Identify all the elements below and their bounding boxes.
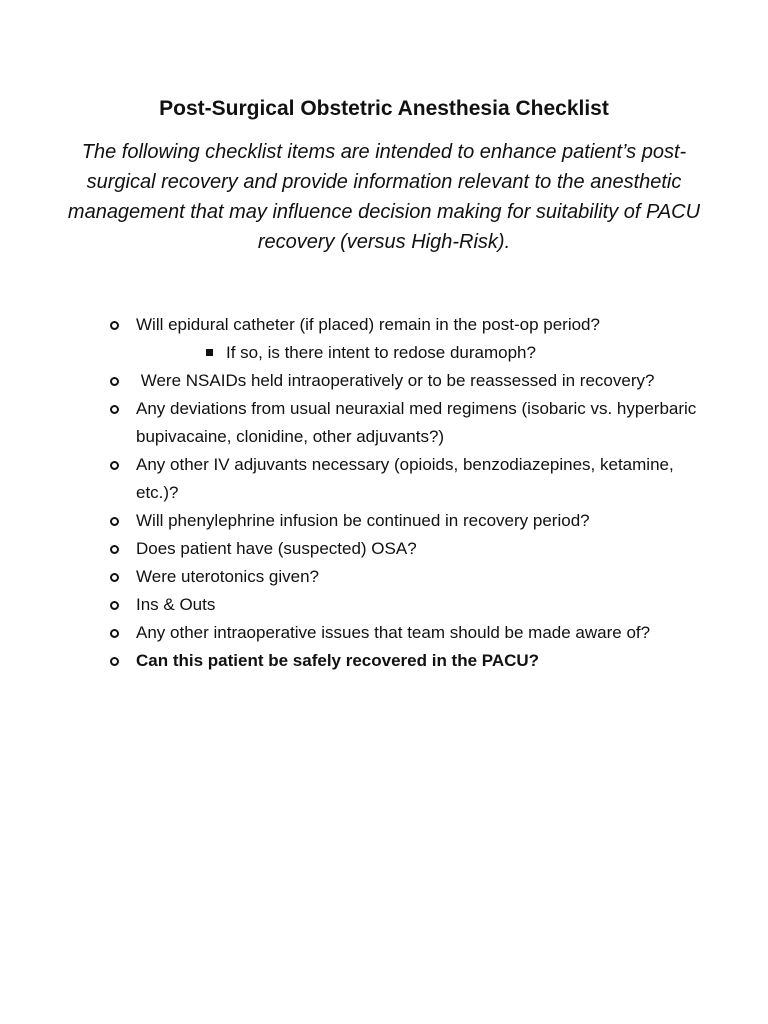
- document-title: Post-Surgical Obstetric Anesthesia Checklist: [159, 97, 609, 120]
- checklist-item-nsaids: [0, 367, 768, 395]
- checklist: [0, 311, 768, 675]
- checklist-item-text: Ins & Outs: [136, 595, 216, 614]
- checklist-item-epidural: [0, 311, 768, 339]
- hollow-circle-bullet-icon: [110, 573, 119, 582]
- checklist-item-other-issues: [0, 619, 768, 647]
- checklist-item-iv-adjuvants: [0, 451, 768, 507]
- checklist-item-ins-outs: [0, 591, 768, 619]
- hollow-circle-bullet-icon: [110, 405, 119, 414]
- checklist-item-text: Any other intraoperative issues that team should be made aware of?: [136, 623, 651, 642]
- hollow-circle-bullet-icon: [110, 657, 119, 666]
- hollow-circle-bullet-icon: [110, 461, 119, 470]
- checklist-item-text: Will epidural catheter (if placed) remain in the post-op period?: [136, 315, 600, 334]
- hollow-circle-bullet-icon: [110, 517, 119, 526]
- checklist-item-text: Will phenylephrine infusion be continued in recovery period?: [136, 511, 590, 530]
- checklist-item-phenylephrine: [0, 507, 768, 535]
- hollow-circle-bullet-icon: [110, 629, 119, 638]
- hollow-circle-bullet-icon: [110, 545, 119, 554]
- checklist-item-text: Were NSAIDs held intraoperatively or to be reassessed in recovery?: [136, 371, 655, 390]
- checklist-item-text: Any other IV adjuvants necessary (opioids, benzodiazepines, ketamine, etc.)?: [136, 455, 674, 502]
- hollow-circle-bullet-icon: [110, 321, 119, 330]
- document-intro: The following checklist items are intended to enhance patient’s post-surgical recovery and provide information relevant to the anesthetic management that may influence decision making for suitability of PACU recovery (versus High-Risk).: [67, 141, 701, 253]
- checklist-subitem-text: If so, is there intent to redose duramoph?: [226, 343, 536, 362]
- checklist-item-pacu-recovery: [0, 647, 768, 675]
- checklist-item-text: Can this patient be safely recovered in the PACU?: [136, 651, 540, 670]
- hollow-circle-bullet-icon: [110, 377, 119, 386]
- checklist-subitem-duramoph: [0, 339, 768, 367]
- filled-square-bullet-icon: [206, 349, 213, 356]
- checklist-item-text: Any deviations from usual neuraxial med regimens (isobaric vs. hyperbaric bupivacaine, clonidine, other adjuvants?): [136, 399, 697, 446]
- checklist-item-text: Were uterotonics given?: [136, 567, 320, 586]
- checklist-item-neuraxial: [0, 395, 768, 451]
- checklist-item-uterotonics: [0, 563, 768, 591]
- checklist-item-text: Does patient have (suspected) OSA?: [136, 539, 417, 558]
- checklist-item-osa: [0, 535, 768, 563]
- hollow-circle-bullet-icon: [110, 601, 119, 610]
